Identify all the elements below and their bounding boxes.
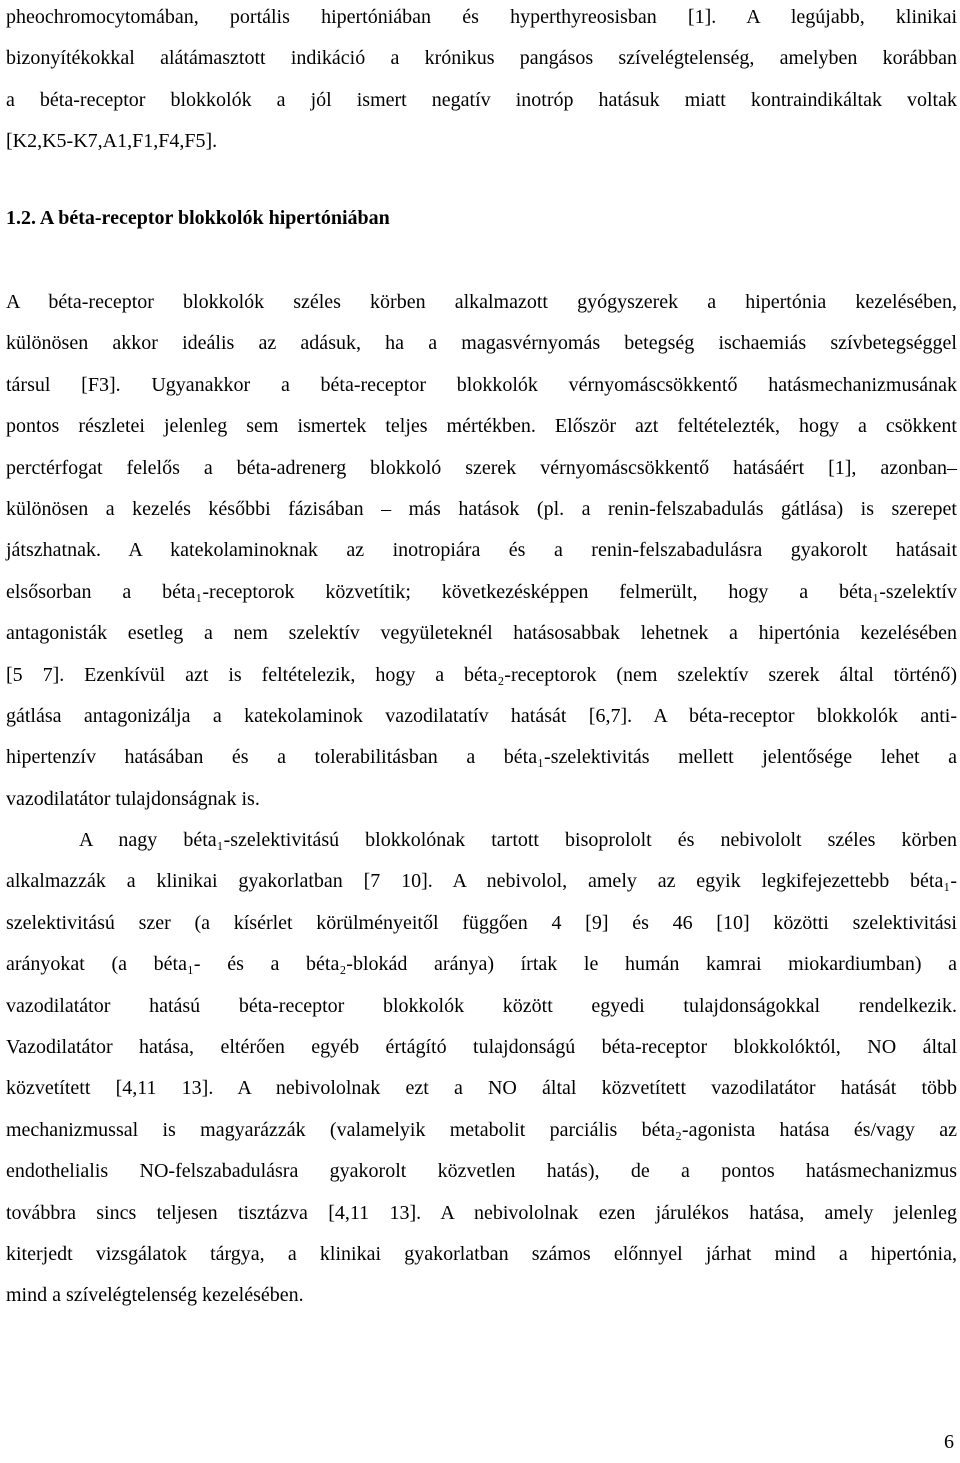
text-line: szelektivitású szer (a kísérlet körülményeitől függően 4 [9] és 46 [10] közötti szelektivitási (6, 911, 957, 934)
text-line: mind a szívelégtelenség kezelésében. (6, 1284, 304, 1307)
text-line: endothelialis NO-felszabadulásra gyakorolt közvetlen hatás), de a pontos hatásmechanizmus (6, 1160, 957, 1183)
intro-paragraph (6, 0, 957, 163)
text-line: arányokat (a béta₁- és a béta₂-blokád aránya) írtak le humán kamrai miokardiumban) a (6, 953, 957, 976)
text-line: pheochromocytomában, portális hipertóniában és hyperthyreosisban [1]. A legújabb, klinikai (6, 6, 957, 28)
text-line: különösen a kezelés későbbi fázisában – más hatások (pl. a renin-felszabadulás gátlása) is szerepet (6, 498, 957, 521)
text-line: A nagy béta₁-szelektivitású blokkolónak tartott bisoprololt és nebivololt széles körben (79, 829, 957, 851)
text-line: közvetített [4,11 13]. A nebivololnak ezt a NO által közvetített vazodilatátor hatását több (6, 1077, 957, 1100)
text-line: játszhatnak. A katekolaminoknak az inotropiára és a renin-felszabadulásra gyakorolt hatásait (6, 539, 957, 562)
text-line: mechanizmussal is magyarázzák (valamelyik metabolit parciális béta₂-agonista hatása és/vagy az (6, 1118, 957, 1141)
text-line: társul [F3]. Ugyanakkor a béta-receptor blokkolók vérnyomáscsökkentő hatásmechanizmusának (6, 373, 957, 396)
text-line: továbbra sincs teljesen tisztázva [4,11 13]. A nebivololnak ezen járulékos hatása, amely jelenleg (6, 1201, 957, 1224)
text-line: a béta-receptor blokkolók a jól ismert negatív inotróp hatásuk miatt kontraindikáltak voltak (6, 88, 957, 111)
text-line: perctérfogat felelős a béta-adrenerg blokkoló szerek vérnyomáscsökkentő hatásáért [1], azonban– (6, 456, 957, 479)
text-line: kiterjedt vizsgálatok tárgya, a klinikai gyakorlatban számos előnnyel járhat mind a hipertónia, (6, 1243, 957, 1266)
text-line: [5 7]. Ezenkívül azt is feltételezik, hogy a béta₂-receptorok (nem szelektív szerek által történő) (6, 663, 957, 686)
text-line: hipertenzív hatásában és a tolerabilitásban a béta₁-szelektivitás mellett jelentősége lehet a (6, 746, 957, 769)
text-line: pontos részletei jelenleg sem ismertek teljes mértékben. Először azt feltételezték, hogy a csökkent (6, 415, 957, 438)
text-line: vazodilatátor hatású béta-receptor blokkolók között egyedi tulajdonságokkal rendelkezik. (6, 994, 957, 1017)
section-heading: 1.2. A béta-receptor blokkolók hipertóniában (6, 207, 390, 229)
text-line: gátlása antagonizálja a katekolaminok vazodilatatív hatását [6,7]. A béta-receptor blokkolók anti- (6, 705, 957, 728)
text-line: [K2,K5-K7,A1,F1,F4,F5]. (6, 130, 218, 153)
body-paragraph-1 (6, 282, 957, 820)
text-line: Vazodilatátor hatása, eltérően egyéb értágító tulajdonságú béta-receptor blokkolóktól, NO által (6, 1036, 957, 1059)
body-paragraph-2 (6, 820, 957, 1317)
text-line: elsősorban a béta₁-receptorok közvetítik; következésképpen felmerült, hogy a béta₁-szelektív (6, 580, 957, 603)
text-line: vazodilatátor tulajdonságnak is. (6, 787, 260, 810)
text-line: alkalmazzák a klinikai gyakorlatban [7 10]. A nebivolol, amely az egyik legkifejezettebb béta₁- (6, 870, 957, 893)
text-line: különösen akkor ideális az adásuk, ha a magasvérnyomás betegség ischaemiás szívbetegséggel (6, 332, 957, 355)
text-line: bizonyítékokkal alátámasztott indikáció a krónikus pangásos szívelégtelenség, amelyben korábban (6, 47, 957, 70)
page-number: 6 (944, 1431, 954, 1453)
text-line: antagonisták esetleg a nem szelektív vegyületeknél hatásosabbak lehetnek a hipertónia kezelésében (6, 622, 957, 645)
text-line: A béta-receptor blokkolók széles körben alkalmazott gyógyszerek a hipertónia kezelésében, (6, 291, 957, 313)
